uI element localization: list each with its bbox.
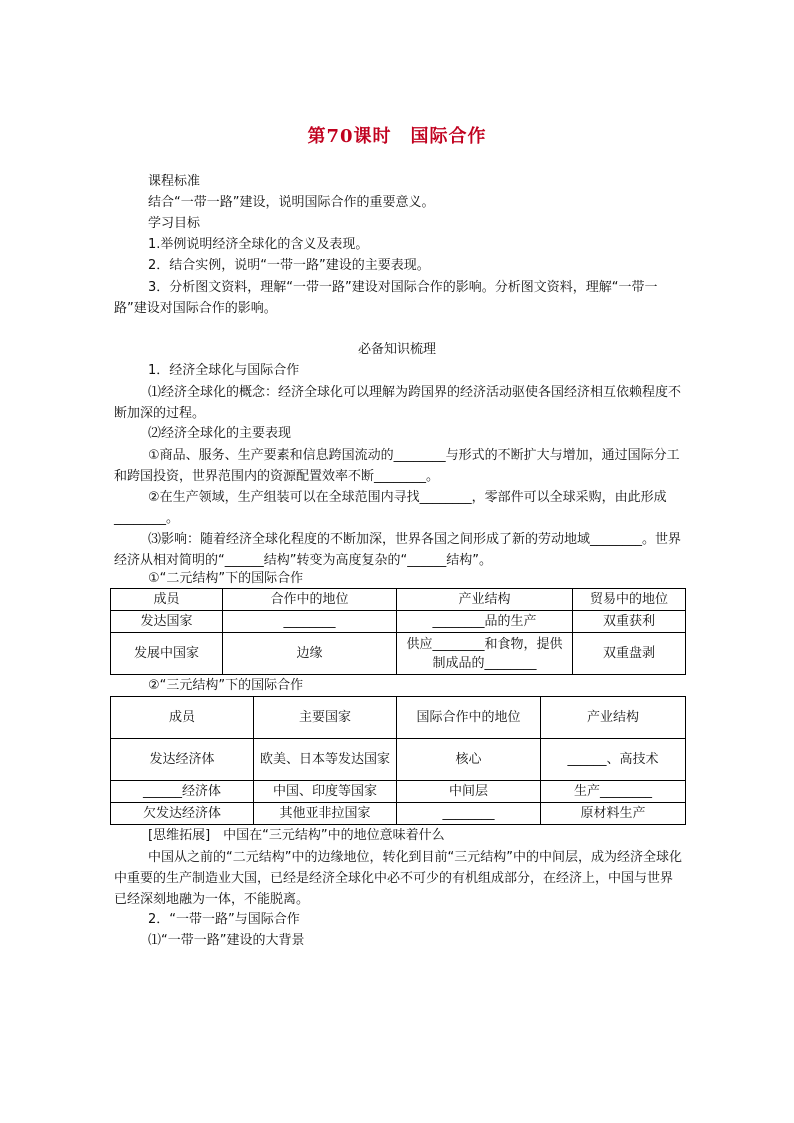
table-cell: 生产________ — [541, 781, 686, 803]
table-header: 成员 — [111, 697, 254, 739]
globalization-features-heading: ⑵经济全球化的主要表现 — [148, 426, 292, 441]
table-row — [111, 739, 686, 781]
table-cell: 发达经济体 — [111, 739, 254, 781]
table-cell: ________ — [223, 611, 397, 633]
feature-item: ①商品、服务、生产要素和信息跨国流动的________与形式的不断扩大与增加，通过国际分工和跨国投资，世界范围内的资源配置效率不断________。 — [114, 448, 680, 484]
table-cell: ________品的生产 — [397, 611, 573, 633]
table-cell: 其他亚非拉国家 — [254, 803, 397, 825]
table-cell: 供应________和食物，提供制成品的________ — [397, 633, 573, 675]
table-cell: 双重盘剥 — [573, 633, 686, 675]
feature-item: ②在生产领域，生产组装可以在全球范围内寻找________，零部件可以全球采购，由此形成________。 — [114, 490, 667, 526]
table-cell: 发展中国家 — [111, 633, 223, 675]
globalization-impact: ⑶影响：随着经济全球化程度的不断加深，世界各国之间形成了新的劳动地域________。世界经济从相对简明的“______结构”转变为高度复杂的“______结构”。 — [114, 532, 682, 568]
table-row — [111, 803, 686, 825]
table-cell: 原材料生产 — [541, 803, 686, 825]
section2-heading: 2．“一带一路”与国际合作 — [148, 912, 300, 927]
table-cell: 边缘 — [223, 633, 397, 675]
table-header: 成员 — [111, 589, 223, 611]
section-heading: 必备知识梳理 — [357, 342, 436, 357]
table-cell: 核心 — [397, 739, 541, 781]
dual-structure-table — [110, 588, 686, 675]
table-cell: 双重获利 — [573, 611, 686, 633]
table1-caption: ①“二元结构”下的国际合作 — [148, 571, 304, 586]
table-cell: 中国、印度等国家 — [254, 781, 397, 803]
goal-item: 1.举例说明经济全球化的含义及表现。 — [148, 237, 369, 252]
table-cell: 中间层 — [397, 781, 541, 803]
table2-caption: ②“三元结构”下的国际合作 — [148, 678, 304, 693]
table-header: 产业结构 — [541, 697, 686, 739]
table-cell: 欠发达经济体 — [111, 803, 254, 825]
table-header: 贸易中的地位 — [573, 589, 686, 611]
table-header: 国际合作中的地位 — [397, 697, 541, 739]
table-header: 产业结构 — [397, 589, 573, 611]
table-row — [111, 633, 686, 675]
standard-heading: 课程标准 — [148, 174, 201, 189]
table-cell: 发达国家 — [111, 611, 223, 633]
globalization-concept: ⑴经济全球化的概念：经济全球化可以理解为跨国界的经济活动驱使各国经济相互依赖程度不断加深的过程。 — [114, 385, 682, 421]
thinking-text: 中国从之前的“二元结构”中的边缘地位，转化到目前“三元结构”中的中间层，成为经济全球化中重要的生产制造业大国，已经是经济全球化中必不可少的有机组成部分，在经济上，中国与世界已经深刻地融为一体，不能脱离。 — [114, 850, 682, 907]
thinking-heading: [思维拓展] 中国在“三元结构”中的地位意味着什么 — [148, 828, 445, 843]
table-cell: ________ — [397, 803, 541, 825]
section2-subheading: ⑴“一带一路”建设的大背景 — [148, 933, 305, 948]
triple-structure-table — [110, 696, 686, 825]
goals-heading: 学习目标 — [148, 216, 201, 231]
standard-text: 结合“一带一路”建设，说明国际合作的重要意义。 — [148, 195, 435, 210]
table-row — [111, 781, 686, 803]
table-cell: ______、高技术 — [541, 739, 686, 781]
table-row — [111, 611, 686, 633]
table-header: 主要国家 — [254, 697, 397, 739]
page-title: 第70课时 国际合作 — [307, 126, 487, 147]
table-cell: ______经济体 — [111, 781, 254, 803]
goal-item: 3．分析图文资料，理解“一带一路”建设对国际合作的影响。分析图文资料，理解“一带一路”建设对国际合作的影响。 — [114, 280, 658, 316]
section1-heading: 1．经济全球化与国际合作 — [148, 363, 300, 378]
table-cell: 欧美、日本等发达国家 — [254, 739, 397, 781]
table-header: 合作中的地位 — [223, 589, 397, 611]
goal-item: 2．结合实例，说明“一带一路”建设的主要表现。 — [148, 258, 430, 273]
